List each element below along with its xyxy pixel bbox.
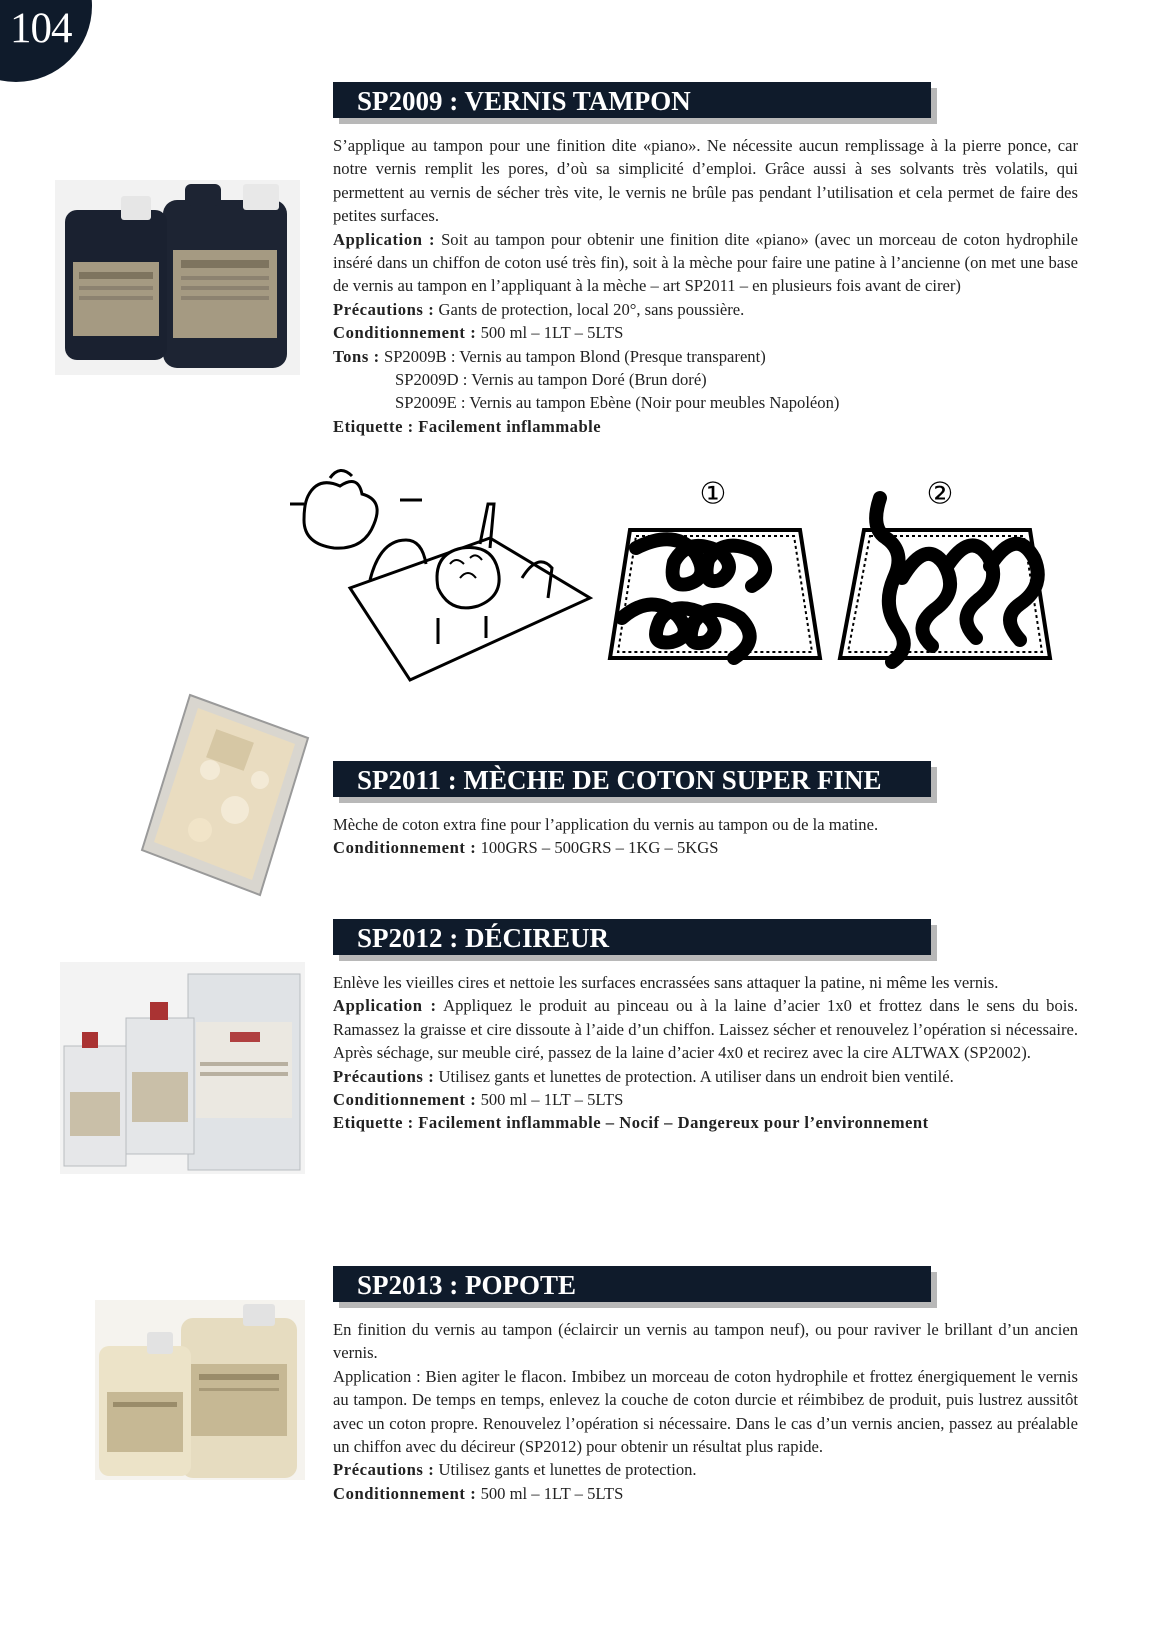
packaging-label: Conditionnement : bbox=[333, 323, 477, 343]
precautions-label: Précautions : bbox=[333, 1066, 435, 1086]
product-code: SP2012 : bbox=[357, 923, 459, 953]
application-paragraph bbox=[333, 994, 1078, 1064]
packaging-paragraph bbox=[333, 836, 1078, 859]
tone-item: SP2009E : Vernis au tampon Ebène (Noir pour meubles Napoléon) bbox=[395, 393, 840, 413]
section-title bbox=[333, 82, 931, 118]
precautions-paragraph bbox=[333, 298, 1078, 321]
product-code: SP2013 : bbox=[357, 1270, 459, 1300]
section-sp2012 bbox=[333, 919, 1078, 1135]
step-1-pattern bbox=[610, 530, 820, 658]
packaging-label: Conditionnement : bbox=[333, 1483, 477, 1503]
packaging-paragraph bbox=[333, 321, 1078, 344]
precautions-paragraph bbox=[333, 1458, 1078, 1481]
product-name: POPOTE bbox=[465, 1270, 577, 1300]
tones-label: Tons : bbox=[333, 346, 380, 366]
product-photo-decireur bbox=[60, 962, 305, 1174]
section-title bbox=[333, 1266, 931, 1302]
step-1-label: ① bbox=[699, 476, 727, 512]
product-name: DÉCIREUR bbox=[465, 923, 610, 953]
product-description: Enlève les vieilles cires et nettoie les surfaces encrassées sans attaquer la patine, ni même les vernis. bbox=[333, 973, 999, 992]
tampon-illustration bbox=[290, 470, 422, 548]
packaging-label: Conditionnement : bbox=[333, 838, 477, 858]
section-sp2011 bbox=[333, 761, 1078, 860]
application-label: Application : bbox=[333, 229, 436, 249]
section-sp2013 bbox=[333, 1266, 1078, 1505]
packaging-text: 500 ml – 1LT – 5LTS bbox=[480, 323, 624, 343]
product-name: VERNIS TAMPON bbox=[464, 86, 691, 116]
precautions-text: Gants de protection, local 20°, sans poussière. bbox=[438, 299, 745, 319]
step-2-label: ② bbox=[926, 476, 954, 512]
product-description: Mèche de coton extra fine pour l’application du vernis au tampon ou de la matine. bbox=[333, 815, 879, 834]
label-warning: Etiquette : Facilement inflammable bbox=[333, 416, 602, 436]
section-title bbox=[333, 919, 931, 955]
application-text: Soit au tampon pour obtenir une finition dite «piano» (avec un morceau de coton hydrophile inséré dans un chiffon de coton usé très fin), soit à la mèche pour faire une patine à l’ancienne (on met une base de vernis au tampon en l’appliquant à la mèche – art SP2011 – en plusieurs fois avant de cirer) bbox=[333, 229, 1078, 296]
section-title-bar bbox=[333, 761, 1078, 799]
precautions-label: Précautions : bbox=[333, 1460, 435, 1480]
product-photo-meche-coton bbox=[140, 690, 310, 900]
section-title-bar bbox=[333, 82, 1078, 120]
application-diagram bbox=[290, 468, 1080, 686]
product-code: SP2011 : bbox=[357, 765, 457, 795]
packaging-text: 500 ml – 1LT – 5LTS bbox=[480, 1483, 624, 1503]
packaging-paragraph bbox=[333, 1088, 1078, 1111]
label-warning: Etiquette : Facilement inflammable – Nocif – Dangereux pour l’environnement bbox=[333, 1113, 929, 1133]
packaging-paragraph bbox=[333, 1482, 1078, 1505]
tones-paragraph bbox=[333, 345, 1078, 368]
section-sp2009 bbox=[333, 82, 1078, 438]
packaging-text: 500 ml – 1LT – 5LTS bbox=[480, 1090, 624, 1110]
section-title bbox=[333, 761, 931, 797]
tone-item: SP2009B : Vernis au tampon Blond (Presque transparent) bbox=[383, 346, 766, 366]
packaging-label: Conditionnement : bbox=[333, 1090, 477, 1110]
precautions-paragraph bbox=[333, 1065, 1078, 1088]
application-label: Application : bbox=[333, 996, 437, 1016]
product-photo-vernis-tampon bbox=[55, 180, 300, 375]
product-code: SP2009 : bbox=[357, 86, 459, 116]
section-title-bar bbox=[333, 919, 1078, 957]
application-text: Application : Bien agiter le flacon. Imbibez un morceau de coton hydrophile et frottez énergiquement le vernis au tampon. De temps en temps, enlevez la couche de coton durcie et réimbibez de produit, puis lustrez aussitôt avec un coton propre. Renouvelez l’opération si nécessaire. Dans le cas d’un vernis ancien, passez au préalable un chiffon avec du décireur (SP2012) pour obtenir un résultat plus rapide. bbox=[333, 1366, 1078, 1457]
product-name: MÈCHE DE COTON SUPER FINE bbox=[463, 765, 882, 795]
product-photo-popote bbox=[95, 1300, 305, 1480]
step-2-pattern bbox=[840, 498, 1050, 662]
precautions-text: Utilisez gants et lunettes de protection. A utiliser dans un endroit bien ventilé. bbox=[438, 1066, 954, 1086]
packaging-text: 100GRS – 500GRS – 1KG – 5KGS bbox=[480, 838, 719, 858]
page-number: 104 bbox=[10, 5, 72, 52]
section-title-bar bbox=[333, 1266, 1078, 1304]
product-description: S’applique au tampon pour une finition dite «piano». Ne nécessite aucun remplissage à la pierre ponce, car notre vernis remplit les pores, d’où sa simplicité d’emploi. Grâce aussi à ses solvants très volatils, qui permettent au vernis de sécher très vite, le vernis ne brûle pas pendant l’utilisation et cela permet de faire des petites surfaces. bbox=[333, 136, 1078, 226]
board-illustration bbox=[350, 504, 590, 680]
application-paragraph bbox=[333, 228, 1078, 298]
product-description: En finition du vernis au tampon (éclaircir un vernis au tampon neuf), ou pour raviver le brillant d’un ancien vernis. bbox=[333, 1320, 1078, 1363]
precautions-label: Précautions : bbox=[333, 299, 435, 319]
precautions-text: Utilisez gants et lunettes de protection. bbox=[438, 1460, 697, 1480]
application-text: Appliquez le produit au pinceau ou à la laine d’acier 1x0 et frottez dans le sens du bois. Ramassez la graisse et cire dissoute à l’aide d’un chiffon. Laissez sécher et renouvelez l’opération si nécessaire. Après séchage, sur meuble ciré, passez de la laine d’acier 4x0 et recirez avec la cire ALTWAX (SP2002). bbox=[333, 996, 1078, 1063]
tone-item: SP2009D : Vernis au tampon Doré (Brun doré) bbox=[395, 370, 707, 390]
